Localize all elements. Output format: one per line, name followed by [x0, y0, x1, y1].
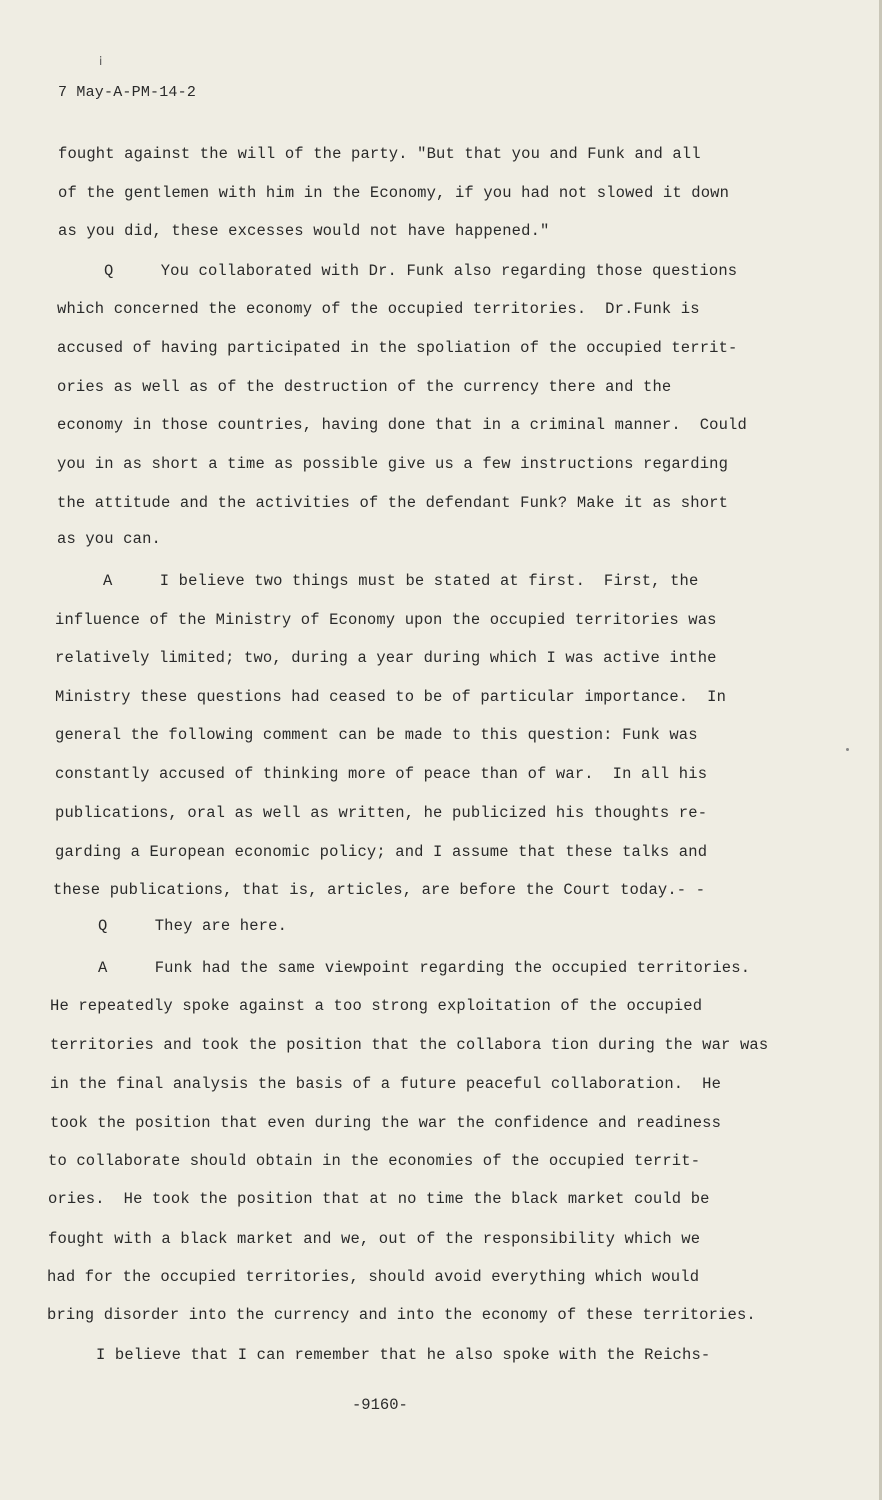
text-line: I believe that I can remember that he also spoke with the Reichs-: [96, 1346, 711, 1364]
text-line: ories as well as of the destruction of the currency there and the: [57, 378, 672, 396]
page-identifier: 7 May-A-PM-14-2: [58, 84, 197, 101]
text-line: accused of having participated in the spoliation of the occupied territ-: [57, 339, 738, 357]
text-line: general the following comment can be made to this question: Funk was: [55, 726, 698, 744]
text-line: Ministry these questions had ceased to be of particular importance. In: [55, 688, 727, 706]
text-line: of the gentlemen with him in the Economy, if you had not slowed it down: [58, 184, 730, 202]
text-line: you in as short a time as possible give us a few instructions regarding: [57, 455, 729, 473]
text-line: the attitude and the activities of the defendant Funk? Make it as short: [57, 494, 729, 512]
text-line: influence of the Ministry of Economy upon the occupied territories was: [55, 611, 717, 629]
text-line: took the position that even during the war the confidence and readiness: [50, 1114, 722, 1132]
text-line: publications, oral as well as written, he publicized his thoughts re-: [55, 804, 708, 822]
text-line: A Funk had the same viewpoint regarding the occupied territories.: [98, 959, 751, 977]
text-line: to collaborate should obtain in the economies of the occupied territ-: [48, 1152, 701, 1170]
text-line: ories. He took the position that at no time the black market could be: [48, 1190, 710, 1208]
text-line: which concerned the economy of the occupied territories. Dr.Funk is: [57, 300, 700, 318]
text-line: fought with a black market and we, out of the responsibility which we: [48, 1230, 701, 1248]
margin-mark: ⅰ: [99, 55, 103, 69]
text-line: economy in those countries, having done that in a criminal manner. Could: [57, 416, 747, 434]
text-line: as you can.: [57, 530, 161, 548]
text-line: bring disorder into the currency and into the economy of these territories.: [47, 1306, 756, 1324]
text-line: Q They are here.: [98, 917, 288, 935]
page-number: -9160-: [352, 1396, 408, 1414]
text-line: had for the occupied territories, should avoid everything which would: [47, 1268, 700, 1286]
text-line: relatively limited; two, during a year during which I was active inthe: [55, 649, 717, 667]
text-line: Q You collaborated with Dr. Funk also regarding those questions: [104, 262, 738, 280]
text-line: these publications, that is, articles, are before the Court today.- -: [53, 881, 706, 899]
text-line: constantly accused of thinking more of peace than of war. In all his: [55, 765, 708, 783]
paper-speck: [846, 748, 849, 751]
text-line: He repeatedly spoke against a too strong exploitation of the occupied: [50, 997, 703, 1015]
text-line: fought against the will of the party. "But that you and Funk and all: [58, 145, 701, 163]
text-line: A I believe two things must be stated at first. First, the: [103, 572, 699, 590]
text-line: in the final analysis the basis of a future peaceful collaboration. He: [50, 1075, 722, 1093]
text-line: territories and took the position that the collabora tion during the war was: [50, 1036, 769, 1054]
text-line: as you did, these excesses would not have happened.": [58, 222, 550, 240]
text-line: garding a European economic policy; and I assume that these talks and: [55, 843, 708, 861]
